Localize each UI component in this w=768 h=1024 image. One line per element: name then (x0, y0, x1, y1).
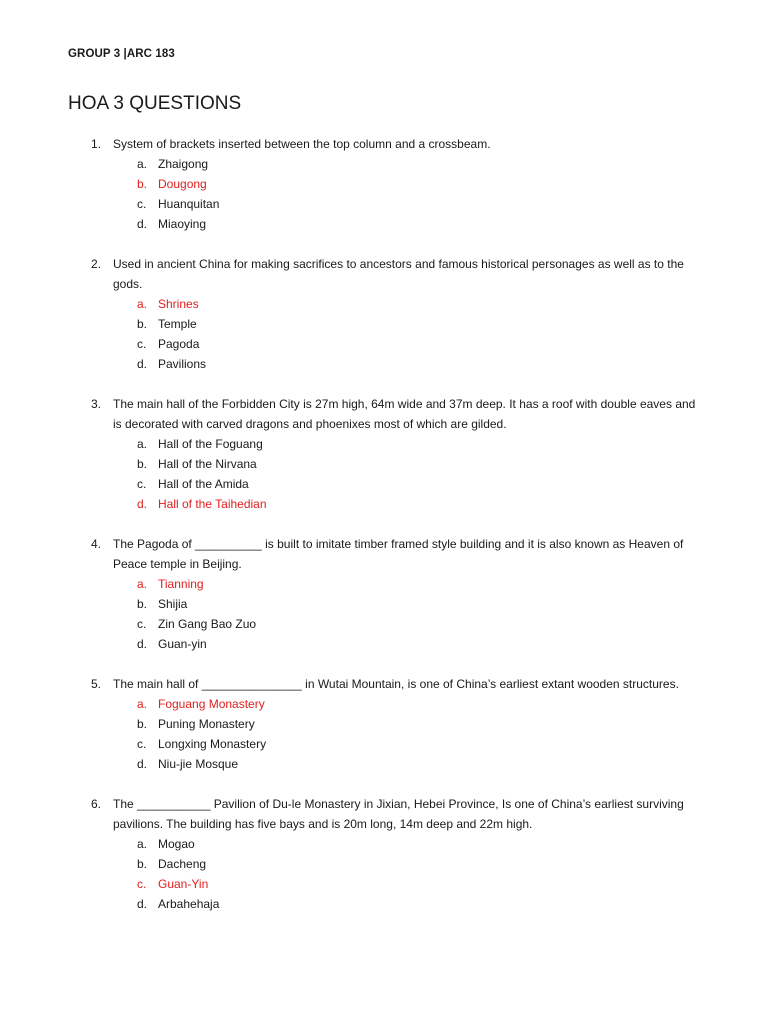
answer-option (0, 454, 768, 474)
question-item (0, 254, 768, 374)
option-text: Hall of the Nirvana (158, 457, 257, 471)
question-text: The main hall of _______________ in Wutai Mountain, is one of China’s earliest extant wooden structures. (113, 677, 679, 691)
option-letter: b. (137, 317, 148, 331)
option-text: Mogao (158, 837, 195, 851)
question-number: 3. (91, 397, 102, 411)
option-text: Zhaigong (158, 157, 209, 171)
option-text: Pagoda (158, 337, 200, 351)
answer-option-correct (0, 294, 768, 314)
option-text: Puning Monastery (158, 717, 255, 731)
answer-option (0, 894, 768, 914)
option-letter: c. (137, 877, 147, 891)
question-number: 5. (91, 677, 102, 691)
option-letter: d. (137, 217, 148, 231)
option-letter: d. (137, 357, 148, 371)
option-letter: a. (137, 297, 148, 311)
option-letter: a. (137, 577, 148, 591)
question-spacer (0, 514, 768, 534)
question-item (0, 394, 768, 514)
question-number: 1. (91, 137, 102, 151)
option-letter: d. (137, 497, 148, 511)
answer-options (0, 574, 768, 654)
option-letter: a. (137, 437, 148, 451)
question-text: Used in ancient China for making sacrifices to ancestors and famous historical personages as well as to the gods. (113, 257, 684, 291)
option-letter: d. (137, 897, 148, 911)
answer-option-correct (0, 694, 768, 714)
answer-option (0, 834, 768, 854)
answer-option (0, 314, 768, 334)
answer-options (0, 154, 768, 234)
answer-option (0, 854, 768, 874)
option-letter: a. (137, 697, 148, 711)
option-text: Pavilions (158, 357, 207, 371)
option-letter: b. (137, 597, 148, 611)
answer-option (0, 594, 768, 614)
answer-option (0, 194, 768, 214)
option-text: Temple (158, 317, 197, 331)
question-number: 2. (91, 257, 102, 271)
option-letter: a. (137, 157, 148, 171)
question-number: 4. (91, 537, 102, 551)
answer-options (0, 294, 768, 374)
answer-option-correct (0, 174, 768, 194)
option-letter: a. (137, 837, 148, 851)
answer-option-correct (0, 874, 768, 894)
question-text: The main hall of the Forbidden City is 27m high, 64m wide and 37m deep. It has a roof with double eaves and is decorated with carved dragons and phoenixes most of which are gilded. (113, 397, 696, 431)
option-letter: b. (137, 457, 148, 471)
option-text: Zin Gang Bao Zuo (158, 617, 257, 631)
option-text: Guan-yin (158, 637, 207, 651)
option-letter: c. (137, 477, 147, 491)
answer-option (0, 714, 768, 734)
option-text: Shrines (158, 297, 199, 311)
answer-option (0, 634, 768, 654)
page-title: HOA 3 QUESTIONS (68, 93, 242, 114)
answer-option (0, 734, 768, 754)
question-text: The Pagoda of __________ is built to imitate timber framed style building and it is also known as Heaven of Peace temple in Beijing. (113, 537, 684, 571)
option-text: Hall of the Amida (158, 477, 249, 491)
answer-option-correct (0, 574, 768, 594)
answer-option (0, 434, 768, 454)
answer-options (0, 834, 768, 914)
answer-option (0, 614, 768, 634)
option-text: Tianning (158, 577, 204, 591)
option-text: Hall of the Foguang (158, 437, 263, 451)
question-text: System of brackets inserted between the top column and a crossbeam. (113, 137, 491, 151)
option-text: Longxing Monastery (158, 737, 267, 751)
answer-option (0, 354, 768, 374)
question-item (0, 674, 768, 774)
question-spacer (0, 774, 768, 794)
option-text: Guan-Yin (158, 877, 209, 891)
answer-option (0, 474, 768, 494)
answer-options (0, 694, 768, 774)
question-number: 6. (91, 797, 102, 811)
option-text: Niu-jie Mosque (158, 757, 239, 771)
option-letter: b. (137, 717, 148, 731)
answer-option (0, 214, 768, 234)
option-text: Dacheng (158, 857, 207, 871)
option-text: Huanquitan (158, 197, 220, 211)
option-letter: c. (137, 337, 147, 351)
question-spacer (0, 654, 768, 674)
question-item (0, 134, 768, 234)
question-spacer (0, 374, 768, 394)
option-letter: d. (137, 757, 148, 771)
answer-option-correct (0, 494, 768, 514)
question-spacer (0, 234, 768, 254)
question-item (0, 794, 768, 914)
question-text: The ___________ Pavilion of Du-le Monastery in Jixian, Hebei Province, Is one of China’s earliest surviving pavilions. The building has five bays and is 20m long, 14m deep and 22m high. (113, 797, 684, 831)
answer-options (0, 434, 768, 514)
option-letter: d. (137, 637, 148, 651)
option-letter: c. (137, 737, 147, 751)
option-text: Miaoying (158, 217, 207, 231)
question-item (0, 534, 768, 654)
option-letter: b. (137, 857, 148, 871)
document-header: GROUP 3 |ARC 183 (68, 48, 175, 60)
option-text: Arbahehaja (158, 897, 220, 911)
question-list (0, 134, 768, 914)
answer-option (0, 154, 768, 174)
answer-option (0, 754, 768, 774)
option-text: Foguang Monastery (158, 697, 265, 711)
option-text: Hall of the Taihedian (158, 497, 267, 511)
option-text: Shijia (158, 597, 188, 611)
answer-option (0, 334, 768, 354)
option-letter: c. (137, 617, 147, 631)
option-letter: b. (137, 177, 148, 191)
option-text: Dougong (158, 177, 207, 191)
option-letter: c. (137, 197, 147, 211)
